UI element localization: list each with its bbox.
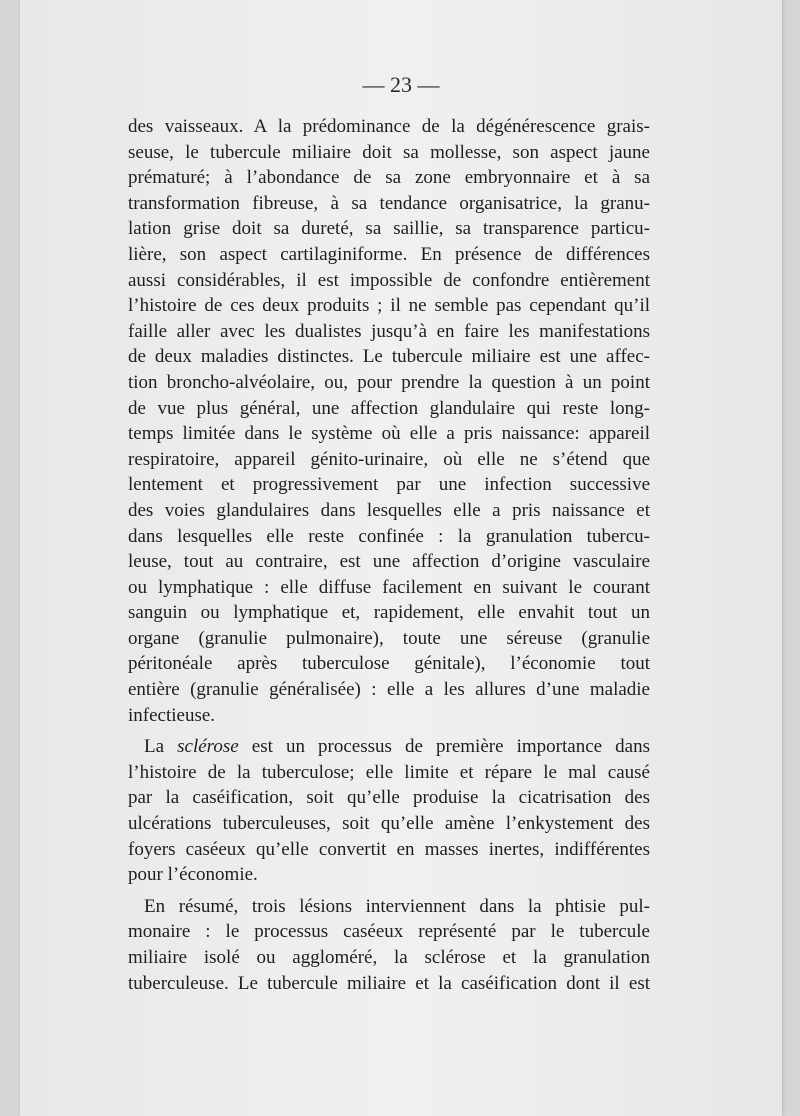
text-line: lation grise doit sa dureté, sa saillie, sa transparence particu-	[128, 218, 650, 240]
text-run: La	[144, 736, 178, 758]
text-line: transformation fibreuse, à sa tendance organisatrice, la granu-	[128, 192, 650, 214]
text-line: ulcérations tuberculeuses, soit qu’elle amène l’enkystement des	[128, 813, 650, 835]
text-line: foyers caséeux qu’elle convertit en masses inertes, indifférentes	[128, 838, 650, 860]
text-line: prématuré; à l’abondance de sa zone embryonnaire et à sa	[128, 167, 650, 189]
text-line: lière, son aspect cartilaginiforme. En présence de différences	[128, 243, 650, 265]
text-line: de deux maladies distinctes. Le tubercule miliaire est une affec-	[128, 346, 650, 368]
text-line: des voies glandulaires dans lesquelles elle a pris naissance et	[128, 499, 650, 521]
book-page	[20, 0, 782, 1116]
text-line: seuse, le tubercule miliaire doit sa mollesse, son aspect jaune	[128, 141, 650, 163]
text-line: péritonéale après tuberculose génitale), l’économie tout	[128, 653, 650, 675]
paragraph-2	[128, 734, 650, 888]
text-run: est un processus de première importance dans	[238, 736, 650, 758]
text-line: par la caséification, soit qu’elle produise la cicatrisation des	[128, 787, 650, 809]
text-line: faille aller avec les dualistes jusqu’à en faire les manifestations	[128, 320, 650, 342]
text-line: l’histoire de ces deux produits ; il ne semble pas cependant qu’il	[128, 295, 650, 317]
text-line: lentement et progressivement par une infection successive	[128, 474, 650, 496]
body-text	[128, 114, 650, 996]
text-line: dans lesquelles elle reste confinée : la granulation tubercu-	[128, 525, 650, 547]
text-line: pour l’économie.	[128, 864, 258, 886]
text-line: monaire : le processus caséeux représenté par le tubercule	[128, 921, 650, 943]
text-line: ou lymphatique : elle diffuse facilement en suivant le courant	[128, 576, 650, 598]
text-line: l’histoire de la tuberculose; elle limite et répare le mal causé	[128, 761, 650, 783]
text-line: temps limitée dans le système où elle a pris naissance: appareil	[128, 423, 650, 445]
italic-term: sclérose	[177, 736, 239, 758]
text-line: infectieuse.	[128, 704, 216, 726]
text-line: respiratoire, appareil génito-urinaire, où elle ne s’étend que	[128, 448, 650, 470]
text-line: de vue plus général, une affection glandulaire qui reste long-	[128, 397, 650, 419]
paragraph-1	[128, 114, 650, 728]
text-line: sanguin ou lymphatique et, rapidement, elle envahit tout un	[128, 602, 650, 624]
page-number: — 23 —	[362, 72, 440, 97]
text-line: tuberculeuse. Le tubercule miliaire et la caséification dont il est	[128, 972, 650, 994]
text-line: En résumé, trois lésions interviennent dans la phtisie pul-	[144, 895, 650, 917]
text-line: tion broncho-alvéolaire, ou, pour prendre la question à un point	[128, 371, 650, 393]
text-line: entière (granulie généralisée) : elle a les allures d’une maladie	[128, 679, 650, 701]
text-line: miliaire isolé ou aggloméré, la sclérose et la granulation	[128, 947, 650, 968]
text-line: organe (granulie pulmonaire), toute une séreuse (granulie	[128, 627, 650, 649]
text-line: des vaisseaux. A la prédominance de la dégénérescence grais-	[128, 116, 650, 137]
text-line: aussi considérables, il est impossible de confondre entièrement	[128, 269, 650, 291]
text-line: leuse, tout au contraire, est une affection d’origine vasculaire	[128, 551, 650, 573]
paragraph-3	[128, 894, 650, 996]
text-line	[128, 734, 650, 760]
